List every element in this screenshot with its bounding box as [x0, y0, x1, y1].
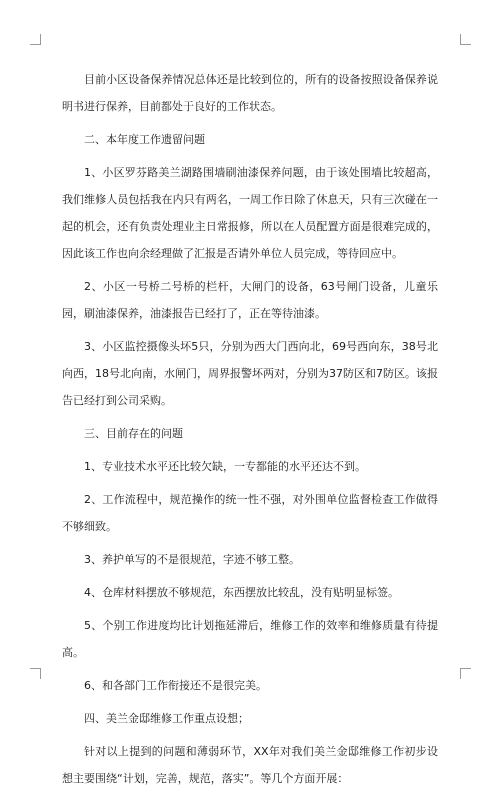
paragraph-issue-3: 3、小区监控摄像头坏5只，分别为西大门西向北，69号西向东，38号北向西，18号北向南，水闸门，周界报警坏两对，分别为37防区和7防区。该报告已经打到公司采购。 — [62, 340, 438, 407]
document-body — [62, 66, 438, 798]
crop-mark-bottom-left — [30, 668, 41, 679]
paragraph-problem-6: 6、和各部门工作衔接还不是很完美。 — [84, 679, 267, 692]
paragraph-intro: 目前小区设备保养情况总体还是比较到位的，所有的设备按照设备保养说明书进行保养，目前都处于良好的工作状态。 — [62, 73, 438, 113]
paragraph-issue-1: 1、小区罗芬路美兰湖路围墙刷油漆保养问题，由于该处围墙比较超高，我们维修人员包括我在内只有两名，一周工作日除了休息天，只有三次碰在一起的机会，还有负责处理业主日常报修，所以在人员配置方面是很难完成的，因此该工作也向余经理做了汇报是否请外单位人员完成，等待回应中。 — [62, 166, 438, 260]
section-heading-remaining-issues: 二、本年度工作遗留问题 — [84, 133, 205, 146]
section-heading-current-problems: 三、目前存在的问题 — [84, 427, 183, 440]
crop-mark-top-left — [30, 34, 41, 45]
paragraph-problem-1: 1、专业技术水平还比较欠缺，一专都能的水平还达不到。 — [84, 460, 366, 473]
paragraph-issue-2: 2、小区一号桥二号桥的栏杆，大闸门的设备，63号闸门设备，儿童乐园，刷油漆保养，油漆报告已经打了，正在等待油漆。 — [62, 280, 438, 320]
crop-mark-bottom-right — [460, 668, 471, 679]
paragraph-plan-intro: 针对以上提到的问题和薄弱环节，XX年对我们美兰金邸维修工作初步设想主要围绕“计划，完善，规范，落实”。等几个方面开展： — [62, 745, 438, 785]
paragraph-problem-2: 2、工作流程中，规范操作的统一性不强，对外围单位监督检查工作做得不够细致。 — [62, 493, 438, 533]
paragraph-problem-4: 4、仓库材料摆放不够规范，东西摆放比较乱，没有贴明显标签。 — [84, 586, 399, 599]
paragraph-problem-3: 3、养护单写的不是很规范，字迹不够工整。 — [84, 553, 300, 566]
section-heading-work-plan: 四、美兰金邸维修工作重点设想； — [84, 712, 249, 725]
paragraph-problem-5: 5、个别工作进度均比计划拖延滞后，维修工作的效率和维修质量有待提高。 — [62, 619, 438, 659]
crop-mark-top-right — [460, 34, 471, 45]
